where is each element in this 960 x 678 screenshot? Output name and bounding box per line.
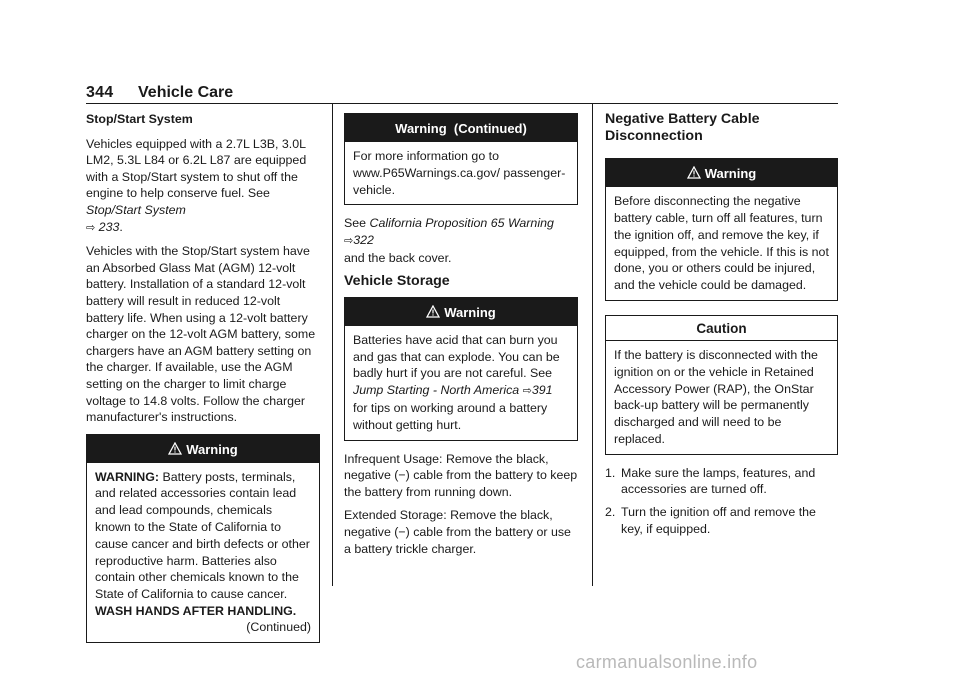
caution-title: Caution <box>606 316 837 341</box>
caution-body: If the battery is disconnected with the ignition on or the vehicle in Retained Accessory Power (RAP), the OnStar back-up battery will be permanently discharged and will need to be replaced. <box>614 347 818 446</box>
warning-body: WARNING: Battery posts, terminals, and related accessories contain lead and lead compounds, chemicals known to the State of California to cause cancer and birth defects or other reproductive harm. Batteries also contain other chemicals known to the State of California to cause cancer. WASH HANDS AFTER HANDLING. (Continued) <box>95 469 311 634</box>
warning-icon <box>168 442 182 455</box>
column-3 <box>605 111 838 543</box>
jump-starting-link[interactable]: Jump Starting - North America <box>353 383 520 398</box>
negative-cable-heading: Negative Battery Cable Disconnection <box>605 111 760 144</box>
column-2 <box>344 113 578 564</box>
page-header <box>86 84 838 104</box>
storage-warning-box <box>344 297 578 441</box>
infrequent-usage-paragraph: Infrequent Usage: Remove the black, negative (−) cable from the battery to keep the battery from running down. <box>344 451 578 499</box>
storage-warning-body: Batteries have acid that can burn you and gas that can explode. You can be badly hurt if you are not careful. See Jump Starting - North America ⇨391 for tips on working around a battery without getting hurt. <box>353 332 560 432</box>
disconnect-warning-body: Before disconnecting the negative battery cable, turn off all features, turn the ignition off, and remove the key, if equipped, from the vehicle. If this is not done, you or others could be injured, and the vehicle could be damaged. <box>614 194 829 293</box>
vehicle-storage-heading: Vehicle Storage <box>344 273 450 290</box>
warning-icon <box>687 166 701 179</box>
stop-start-page-link[interactable]: 233 <box>98 219 120 234</box>
page-number: 344 <box>86 84 114 101</box>
stop-start-paragraph: Vehicles equipped with a 2.7L L3B, 3.0L LM2, 5.3L L84 or 6.2L L87 are equipped with a Stop/Start system to shut off the engine to help conserve fuel. See Stop/Start System ⇨ 233. <box>86 136 307 234</box>
list-item: 1. Make sure the lamps, features, and accessories are turned off. <box>605 465 816 497</box>
warning-bar: Warning <box>87 435 319 463</box>
prop65-warning-box <box>86 434 320 643</box>
stop-start-link[interactable]: Stop/Start System <box>86 202 186 217</box>
extended-storage-paragraph: Extended Storage: Remove the black, negative (−) cable from the battery or use a battery trickle charger. <box>344 508 571 556</box>
watermark: carmanualsonline.info <box>576 652 758 672</box>
header-rule <box>86 103 838 104</box>
warning-continued-box <box>344 113 578 205</box>
prop65-link[interactable]: California Proposition 65 Warning <box>369 216 554 231</box>
agm-paragraph: Vehicles with the Stop/Start system have an Absorbed Glass Mat (AGM) 12-volt battery. Installation of a standard 12-volt battery will result in reduced 12-volt battery life. When using a 12-volt battery charger on the 12-volt AGM battery, some chargers have an AGM battery setting on the charger. If available, use the AGM setting on the charger to limit charge voltage to 14.8 volts. Follow the charger manufacturer's instructions. <box>86 244 316 425</box>
continued-label: (Continued) <box>246 619 311 634</box>
warning-continued-body: For more information go to www.P65Warnings.ca.gov/ passenger-vehicle. <box>353 149 566 197</box>
prop65-see-paragraph: See California Proposition 65 Warning ⇨322 and the back cover. <box>344 216 554 265</box>
warning-icon <box>426 305 440 318</box>
warning-continued-bar: Warning (Continued) <box>345 114 577 142</box>
steps-list <box>605 465 838 537</box>
column-divider-left <box>332 104 333 586</box>
disconnect-warning-bar: Warning <box>606 159 837 187</box>
page-title: Vehicle Care <box>138 84 234 101</box>
caution-box <box>605 315 838 455</box>
list-item: 2. Turn the ignition off and remove the key, if equipped. <box>605 504 816 536</box>
jump-starting-page-link[interactable]: 391 <box>531 383 553 398</box>
disconnect-warning-box <box>605 158 838 301</box>
column-divider-right <box>592 104 593 586</box>
stop-start-heading: Stop/Start System <box>86 112 193 126</box>
column-1 <box>86 111 320 653</box>
storage-warning-bar: Warning <box>345 298 577 326</box>
page-ref-icon: ⇨ <box>86 221 96 234</box>
prop65-page-link[interactable]: 322 <box>353 232 374 247</box>
